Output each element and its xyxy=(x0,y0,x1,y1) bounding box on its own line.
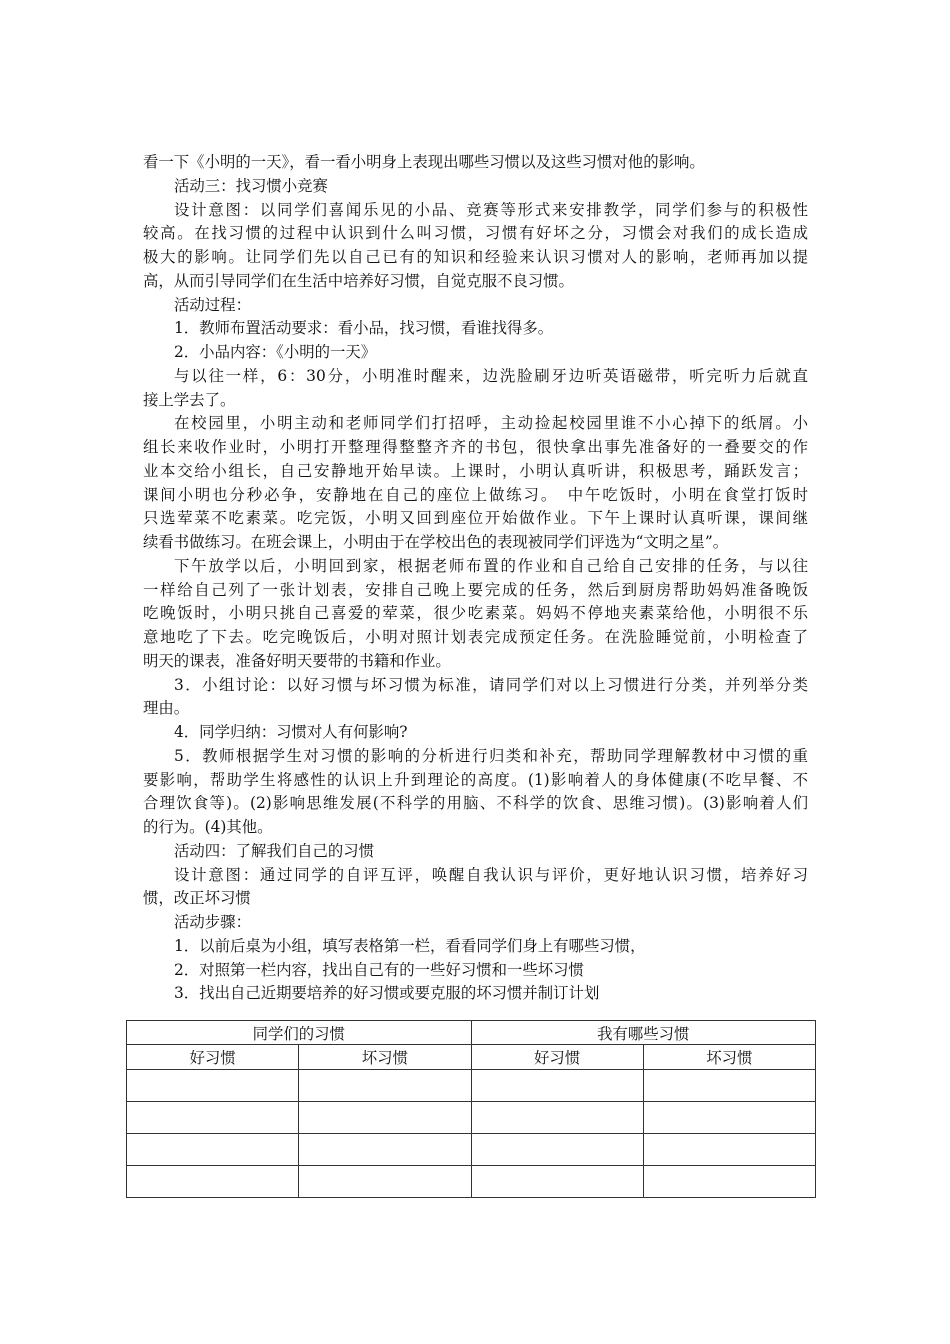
text-line: 要影响，帮助学生将感性的认识上升到理论的高度。(1)影响着人的身体健康(不吃早餐、不 xyxy=(143,770,808,789)
table-cell xyxy=(643,1134,815,1166)
text-line: 1．教师布置活动要求：看小品，找习惯，看谁找得多。 xyxy=(174,319,554,338)
text-line: 较高。在找习惯的过程中认识到什么叫习惯，习惯有好坏之分，习惯会对我们的成长造成 xyxy=(143,224,808,243)
text-line: 1．以前后桌为小组，填写表格第一栏，看看同学们身上有哪些习惯， xyxy=(174,936,646,955)
habits-table xyxy=(126,1020,816,1198)
text-line: 设计意图：以同学们喜闻乐见的小品、竞赛等形式来安排教学，同学们参与的积极性 xyxy=(174,200,808,219)
table-sub-header-row xyxy=(127,1045,816,1070)
text-line: 合理饮食等)。(2)影响思维发展(不科学的用脑、不科学的饮食、思维习惯)。(3)影响着人们 xyxy=(143,794,808,813)
sub-header-good-classmates: 好习惯 xyxy=(127,1045,299,1070)
text-line: 活动四：了解我们自己的习惯 xyxy=(174,841,375,860)
table-cell xyxy=(127,1166,299,1198)
text-line: 极大的影响。让同学们先以自己已有的知识和经验来认识习惯对人的影响，老师再加以提 xyxy=(143,248,808,266)
sub-header-good-mine: 好习惯 xyxy=(471,1045,643,1070)
text-line: 惯，改正坏习惯 xyxy=(143,889,251,908)
text-line: 的行为。(4)其他。 xyxy=(143,818,273,836)
table-cell xyxy=(643,1166,815,1198)
text-line: 3．找出自己近期要培养的好习惯或要克服的坏习惯并制订计划 xyxy=(174,984,600,1003)
text-line: 3．小组讨论：以好习惯与坏习惯为标准，请同学们对以上习惯进行分类，并列举分类 xyxy=(174,675,808,694)
text-line: 下午放学以后，小明回到家，根据老师布置的作业和自己给自己安排的任务，与以往 xyxy=(174,556,808,575)
table-group-header-row xyxy=(127,1021,816,1045)
document-body xyxy=(143,151,808,1006)
table-cell xyxy=(471,1166,643,1198)
text-line: 业本交给小组长，自己安静地开始早读。上课时，小明认真听讲，积极思考，踊跃发言； xyxy=(143,461,808,480)
table-cell xyxy=(643,1070,815,1102)
text-line: 活动过程： xyxy=(174,295,251,314)
text-line: 接上学去了。 xyxy=(143,390,236,409)
text-line: 在校园里，小明主动和老师同学们打招呼，主动捡起校园里谁不小心掉下的纸屑。小 xyxy=(174,414,808,433)
text-line: 与以往一样，6：30分，小明准时醒来，边洗脸刷牙边听英语磁带，听完听力后就直 xyxy=(174,366,808,385)
table-row xyxy=(127,1102,816,1134)
table-cell xyxy=(643,1102,815,1134)
table-row xyxy=(127,1134,816,1166)
table-cell xyxy=(471,1134,643,1166)
table-row xyxy=(127,1166,816,1198)
sub-header-bad-classmates: 坏习惯 xyxy=(299,1045,471,1070)
group-header-mine: 我有哪些习惯 xyxy=(471,1021,816,1045)
text-line: 组长来收作业时，小明打开整理得整整齐齐的书包，很快拿出事先准备好的一叠要交的作 xyxy=(143,438,808,456)
table-cell xyxy=(471,1102,643,1134)
text-line: 续看书做练习。在班会课上，小明由于在学校出色的表现被同学们评选为“文明之星”。 xyxy=(143,533,729,551)
text-line: 2．对照第一栏内容，找出自己有的一些好习惯和一些坏习惯 xyxy=(174,960,584,979)
sub-header-bad-mine: 坏习惯 xyxy=(643,1045,815,1070)
table-cell xyxy=(471,1070,643,1102)
group-header-classmates: 同学们的习惯 xyxy=(127,1021,472,1045)
text-line: 意地吃了下去。吃完晚饭后，小明对照计划表完成预定任务。在洗脸睡觉前，小明检查了 xyxy=(143,628,808,646)
table-cell xyxy=(299,1102,471,1134)
text-line: 课间小明也分秒必争，安静地在自己的座位上做练习。 中午吃饭时，小明在食堂打饭时 xyxy=(143,485,808,504)
text-line: 吃晚饭时，小明只挑自己喜爱的荤菜，很少吃素菜。妈妈不停地夹素菜给他，小明很不乐 xyxy=(143,604,808,623)
table-cell xyxy=(299,1166,471,1198)
text-line: 活动步骤： xyxy=(174,913,251,931)
table-cell xyxy=(299,1134,471,1166)
text-line: 4．同学归纳：习惯对人有何影响? xyxy=(174,723,408,741)
text-line: 只选荤菜不吃素菜。吃完饭，小明又回到座位开始做作业。下午上课时认真听课，课间继 xyxy=(143,509,808,528)
text-line: 5．教师根据学生对习惯的影响的分析进行归类和补充，帮助同学理解教材中习惯的重 xyxy=(174,746,808,765)
text-line: 看一下《小明的一天》，看一看小明身上表现出哪些习惯以及这些习惯对他的影响。 xyxy=(143,153,705,171)
text-line: 设计意图：通过同学的自评互评，唤醒自我认识与评价，更好地认识习惯，培养好习 xyxy=(174,865,808,884)
text-line: 高，从而引导同学们在生活中培养好习惯，自觉克服不良习惯。 xyxy=(143,271,574,290)
text-line: 一样给自己列了一张计划表，安排自己晚上要完成的任务，然后到厨房帮助妈妈准备晚饭 xyxy=(143,580,808,599)
table-row xyxy=(127,1070,816,1102)
table-cell xyxy=(127,1134,299,1166)
table-cell xyxy=(127,1070,299,1102)
text-line: 明天的课表，准备好明天要带的书籍和作业。 xyxy=(143,651,451,670)
table-cell xyxy=(127,1102,299,1134)
table-cell xyxy=(299,1070,471,1102)
text-line: 2．小品内容：《小明的一天》 xyxy=(174,343,377,361)
text-line: 活动三：找习惯小竞赛 xyxy=(174,176,328,195)
text-line: 理由。 xyxy=(143,699,190,718)
